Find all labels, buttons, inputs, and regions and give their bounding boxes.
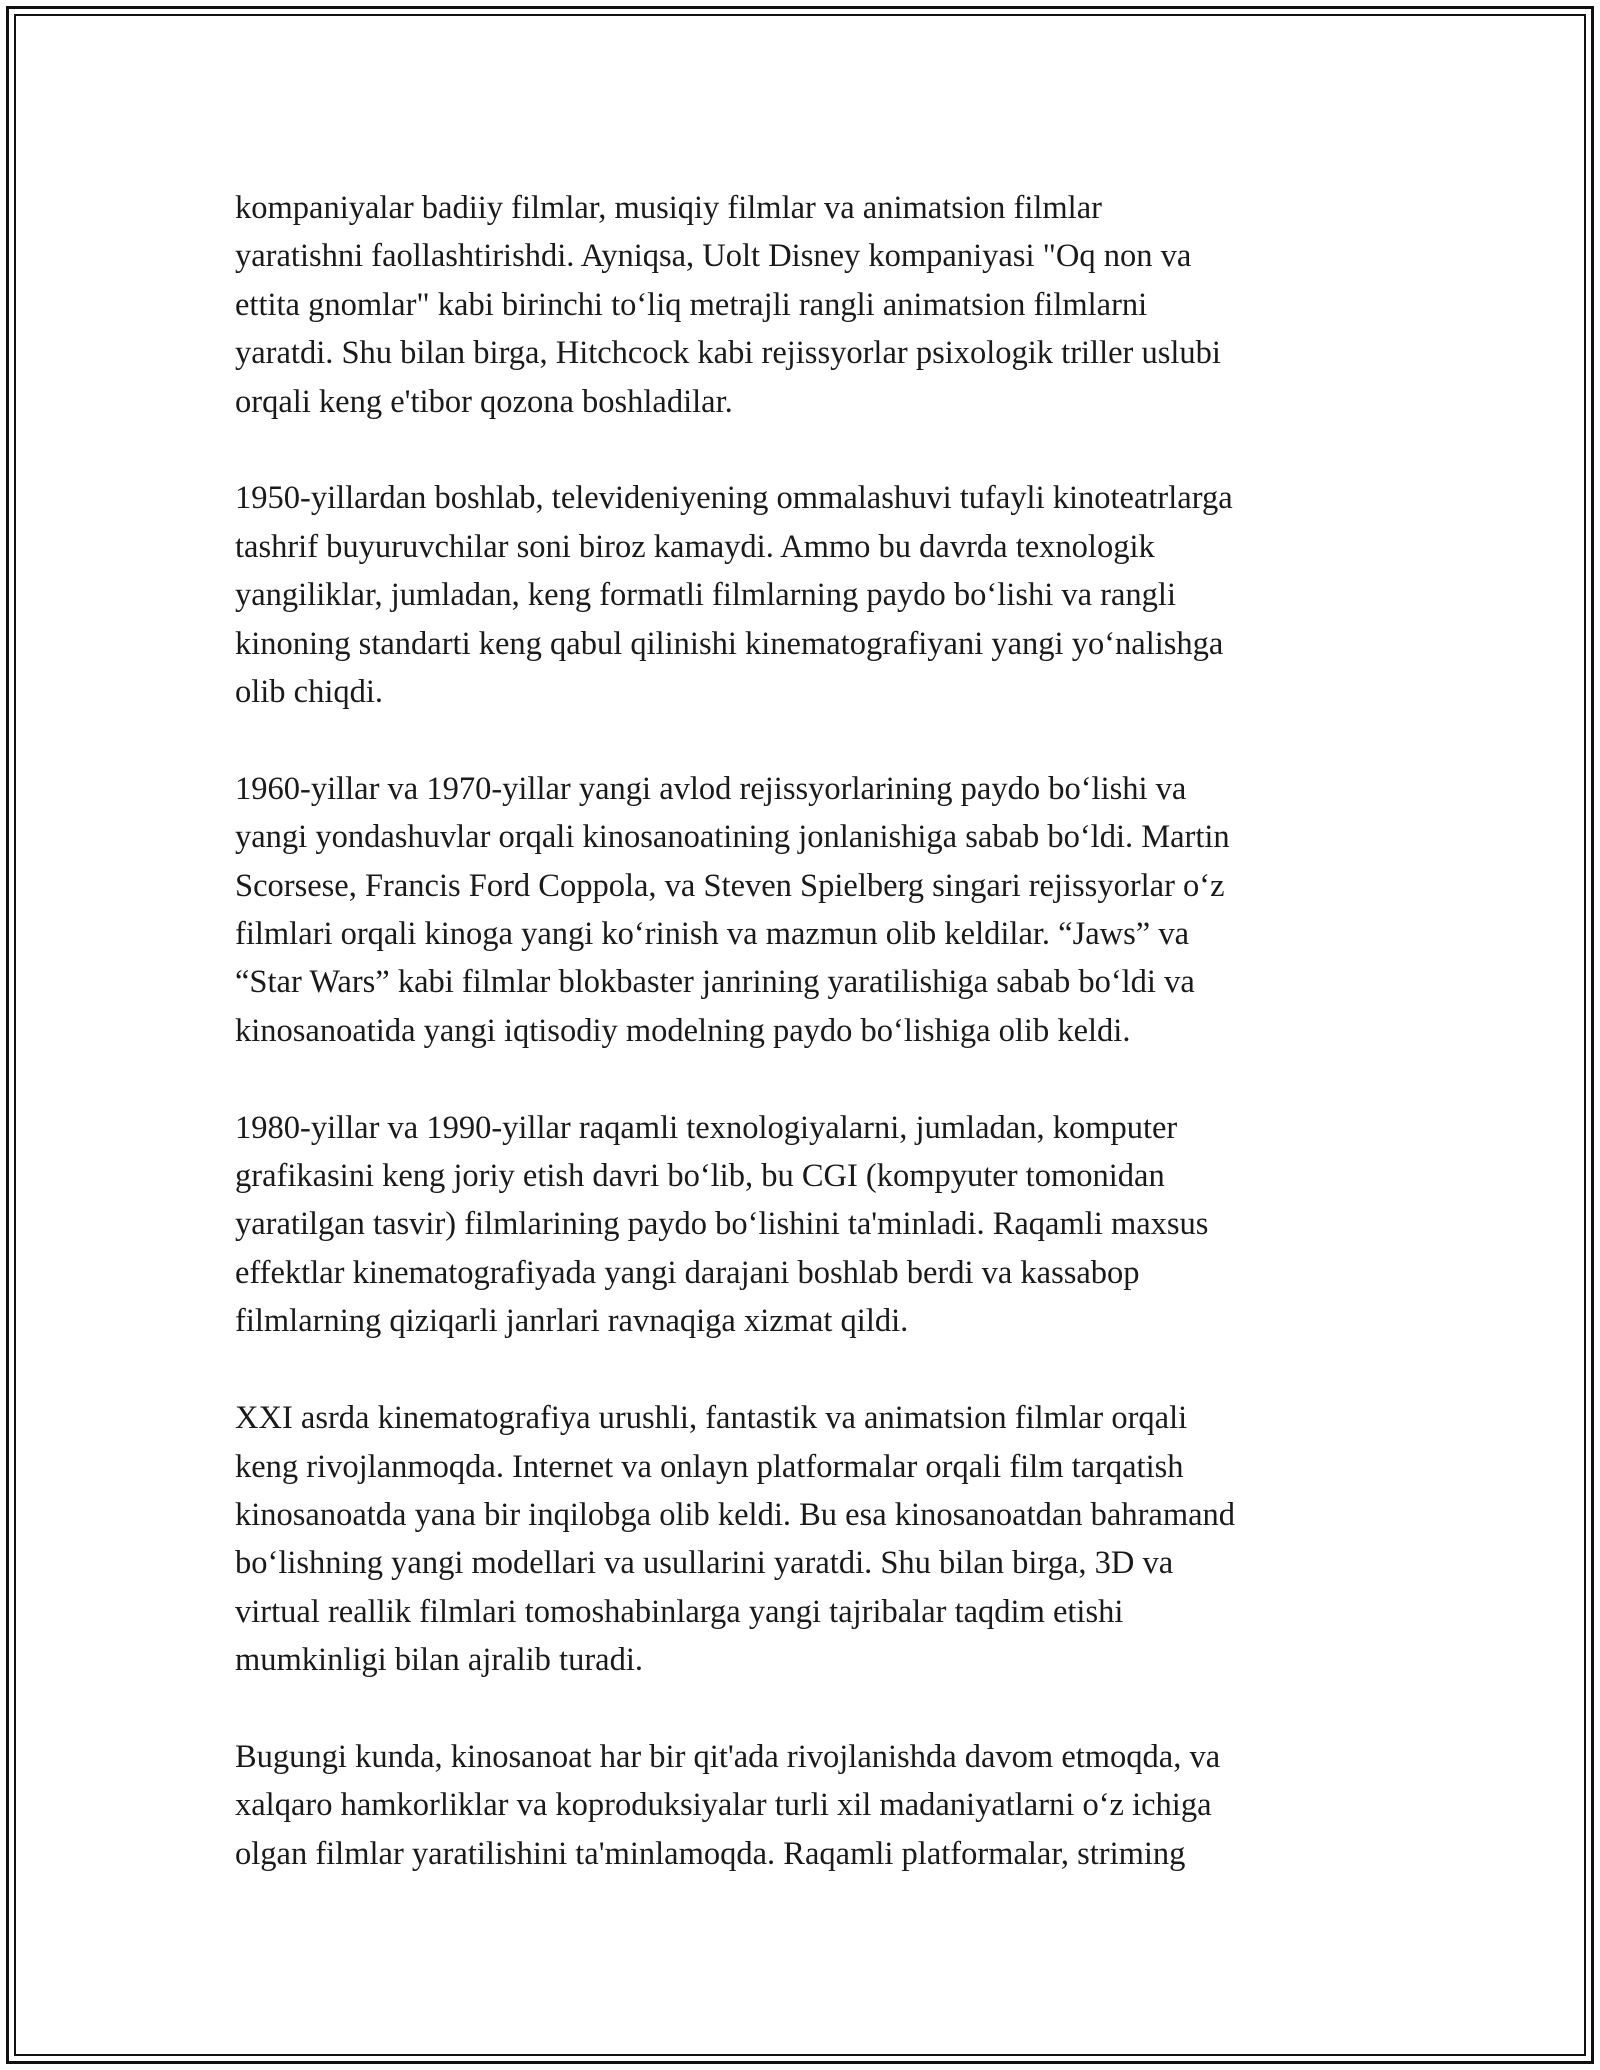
text-line: 1950-yillardan boshlab, televideniyening ommalashuvi tufayli kinoteatrlarga (235, 480, 1233, 517)
text-line: yangiliklar, jumladan, keng formatli filmlarning paydo bo‘lishi va rangli (235, 577, 1176, 614)
text-line: keng rivojlanmoqda. Internet va onlayn platformalar orqali film tarqatish (235, 1448, 1184, 1485)
paragraph-3 (235, 765, 1375, 1055)
text-line: Scorsese, Francis Ford Coppola, va Steven Spielberg singari rejissyorlar o‘z (235, 867, 1225, 904)
text-line: tashrif buyuruvchilar soni biroz kamaydi. Ammo bu davrda texnologik (235, 528, 1155, 565)
paragraph-1 (235, 184, 1375, 426)
text-line: olgan filmlar yaratilishini ta'minlamoqda. Raqamli platformalar, striming (235, 1835, 1186, 1872)
text-line: yangi yondashuvlar orqali kinosanoatining jonlanishiga sabab bo‘ldi. Martin (235, 819, 1230, 856)
paragraph-5 (235, 1394, 1375, 1684)
text-line: filmlarning qiziqarli janrlari ravnaqiga xizmat qildi. (235, 1303, 909, 1340)
text-line: xalqaro hamkorliklar va koproduksiyalar turli xil madaniyatlarni o‘z ichiga (235, 1787, 1212, 1824)
text-line: kinoning standarti keng qabul qilinishi kinematografiyani yangi yo‘nalishga (235, 625, 1224, 662)
text-line: kinosanoatda yana bir inqilobga olib keldi. Bu esa kinosanoatdan bahramand (235, 1496, 1236, 1533)
paragraph-6 (235, 1733, 1375, 1878)
document-body (235, 184, 1375, 1927)
text-line: yaratdi. Shu bilan birga, Hitchcock kabi rejissyorlar psixologik triller uslubi (235, 335, 1221, 372)
paragraph-4 (235, 1104, 1375, 1346)
text-line: olib chiqdi. (235, 674, 384, 711)
text-line: yaratilgan tasvir) filmlarining paydo bo‘lishini ta'minladi. Raqamli maxsus (235, 1206, 1209, 1243)
text-line: mumkinligi bilan ajralib turadi. (235, 1642, 643, 1679)
text-line: yaratishni faollashtirishdi. Ayniqsa, Uolt Disney kompaniyasi "Oq non va (235, 238, 1192, 275)
text-line: orqali keng e'tibor qozona boshladilar. (235, 383, 733, 420)
text-line: virtual reallik filmlari tomoshabinlarga yangi tajribalar taqdim etishi (235, 1593, 1124, 1630)
text-line: “Star Wars” kabi filmlar blokbaster janrining yaratilishiga sabab bo‘ldi va (235, 964, 1195, 1001)
paragraph-2 (235, 474, 1375, 716)
text-line: 1960-yillar va 1970-yillar yangi avlod rejissyorlarining paydo bo‘lishi va (235, 770, 1187, 807)
text-line: kompaniyalar badiiy filmlar, musiqiy filmlar va animatsion filmlar (235, 190, 1102, 226)
text-line: effektlar kinematografiyada yangi darajani boshlab berdi va kassabop (235, 1254, 1140, 1291)
text-line: XXI asrda kinematografiya urushli, fantastik va animatsion filmlar orqali (235, 1400, 1188, 1437)
text-line: grafikasini keng joriy etish davri bo‘lib, bu CGI (kompyuter tomonidan (235, 1158, 1165, 1195)
text-line: Bugungi kunda, kinosanoat har bir qit'ada rivojlanishda davom etmoqda, va (235, 1738, 1221, 1775)
text-line: bo‘lishning yangi modellari va usullarini yaratdi. Shu bilan birga, 3D va (235, 1545, 1174, 1582)
text-line: 1980-yillar va 1990-yillar raqamli texnologiyalarni, jumladan, komputer (235, 1109, 1178, 1146)
text-line: kinosanoatida yangi iqtisodiy modelning paydo bo‘lishiga olib keldi. (235, 1012, 1131, 1049)
text-line: filmlari orqali kinoga yangi ko‘rinish va mazmun olib keldilar. “Jaws” va (235, 916, 1189, 953)
text-line: ettita gnomlar" kabi birinchi to‘liq metrajli rangli animatsion filmlarni (235, 286, 1148, 323)
